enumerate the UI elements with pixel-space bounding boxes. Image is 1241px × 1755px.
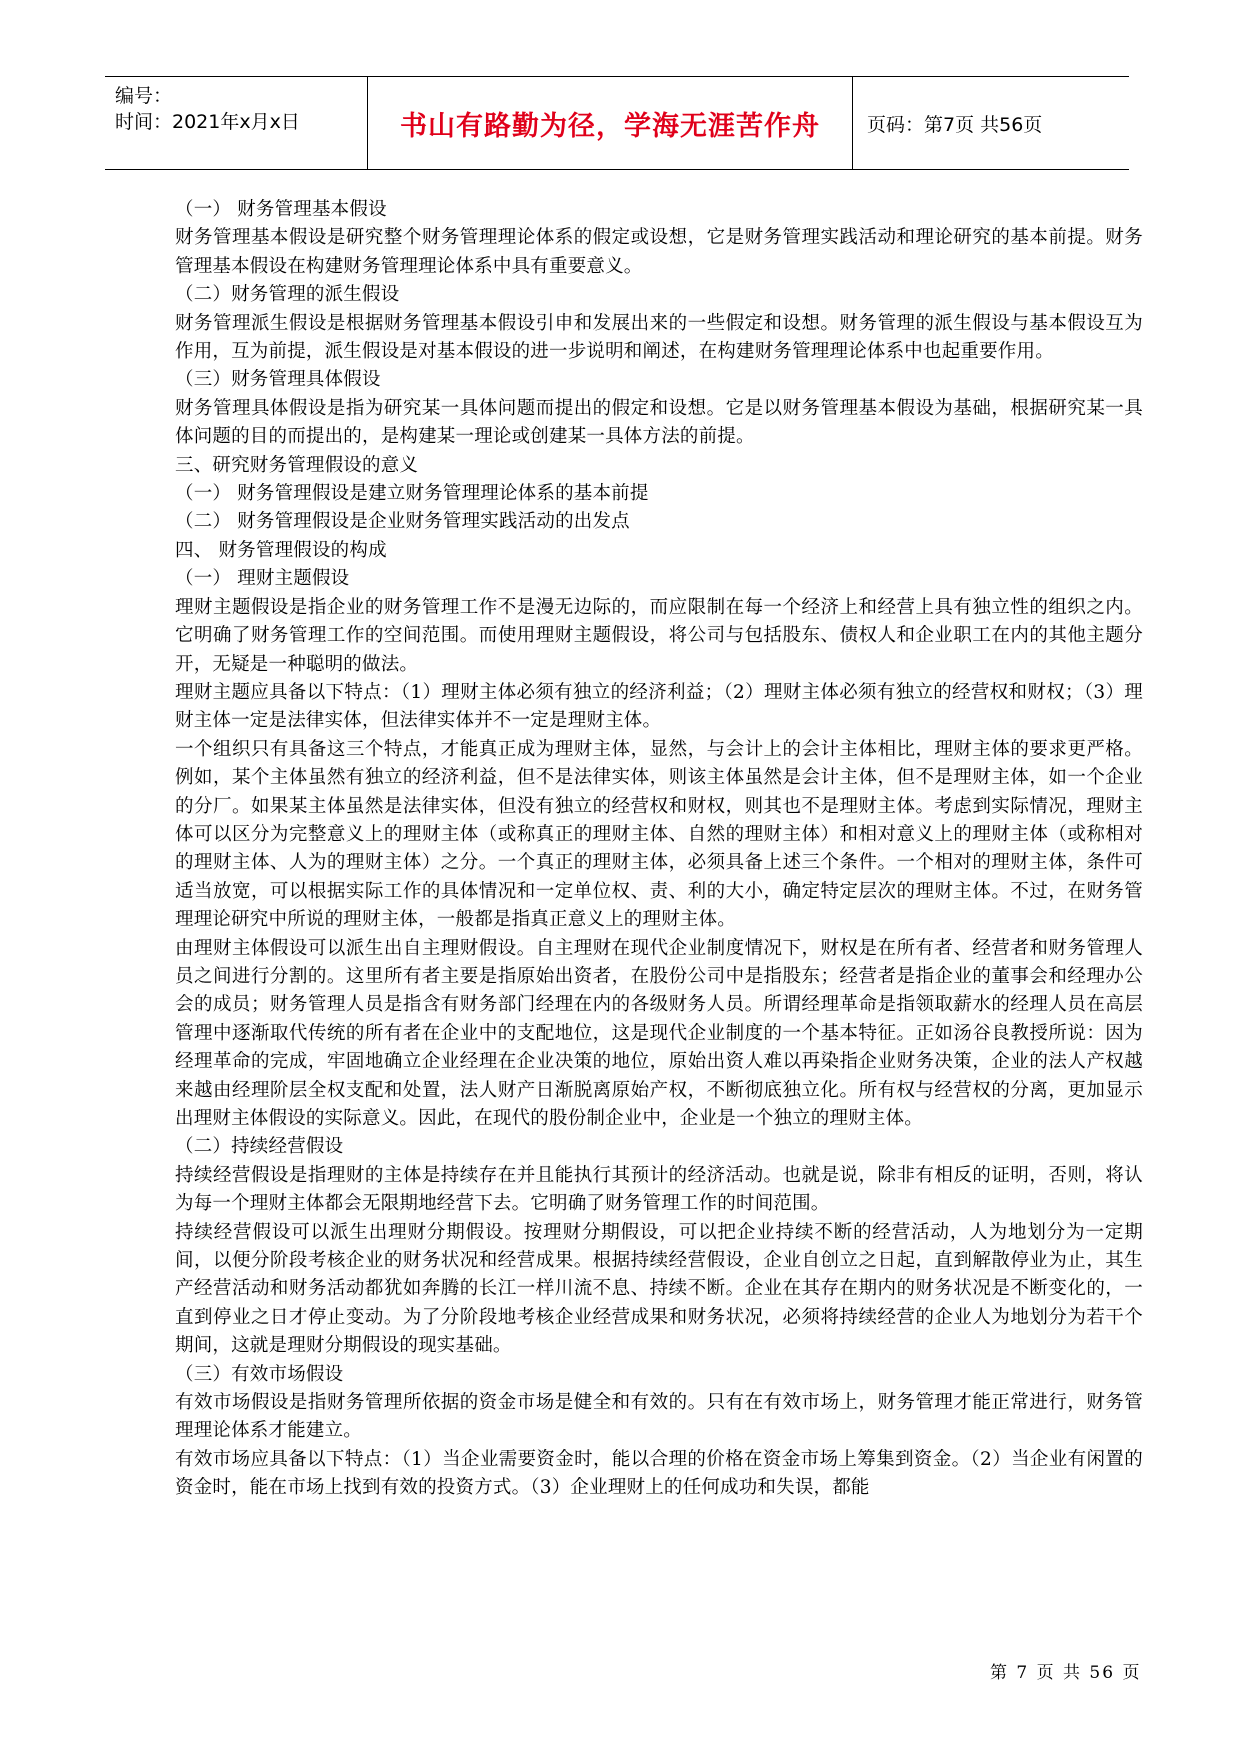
- header-meta-cell: [105, 77, 368, 169]
- header-page-label: 页码：第7页 共56页: [867, 113, 1043, 136]
- section-heading: （一） 财务管理假设是建立财务管理理论体系的基本前提: [175, 483, 649, 505]
- document-time-label: 时间：2021年x月x日: [115, 111, 300, 133]
- section-heading: 三、研究财务管理假设的意义: [175, 454, 419, 476]
- body-paragraph: 有效市场假设是指财务管理所依据的资金市场是健全和有效的。只有在有效市场上，财务管理才能正常进行，财务管理理论体系才能建立。: [175, 1392, 1143, 1442]
- section-heading: （二） 财务管理假设是企业财务管理实践活动的出发点: [175, 511, 630, 533]
- body-paragraph: 由理财主体假设可以派生出自主理财假设。自主理财在现代企业制度情况下，财权是在所有者、经营者和财务管理人员之间进行分割的。这里所有者主要是指原始出资者，在股份公司中是指股东；经营者是指企业的董事会和经理办公会的成员；财务管理人员是指含有财务部门经理在内的各级财务人员。所谓经理革命是指领取薪水的经理人员在高层管理中逐渐取代传统的所有者在企业中的支配地位，这是现代企业制度的一个基本特征。正如汤谷良教授所说：因为经理革命的完成，牢固地确立企业经理在企业决策的地位，原始出资人难以再染指企业财务决策，企业的法人产权越来越由经理阶层全权支配和处置，法人财产日渐脱离原始产权，不断彻底独立化。所有权与经营权的分离，更加显示出理财主体假设的实际意义。因此，在现代的股份制企业中，企业是一个独立的理财主体。: [175, 937, 1143, 1129]
- body-paragraph: 理财主题假设是指企业的财务管理工作不是漫无边际的，而应限制在每一个经济上和经营上具有独立性的组织之内。它明确了财务管理工作的空间范围。而使用理财主题假设，将公司与包括股东、债权人和企业职工在内的其他主题分开，无疑是一种聪明的做法。: [175, 596, 1143, 675]
- section-heading: （一） 财务管理基本假设: [175, 199, 387, 220]
- document-body: [175, 196, 1143, 1503]
- body-paragraph: 理财主题应具备以下特点：（1）理财主体必须有独立的经济利益；（2）理财主体必须有独立的经营权和财权；（3）理财主体一定是法律实体，但法律实体并不一定是理财主体。: [175, 681, 1143, 732]
- section-heading: 四、 财务管理假设的构成: [175, 539, 387, 561]
- body-paragraph: 财务管理派生假设是根据财务管理基本假设引申和发展出来的一些假定和设想。财务管理的派生假设与基本假设互为作用，互为前提，派生假设是对基本假设的进一步说明和阐述，在构建财务管理理论体系中也起重要作用。: [175, 312, 1143, 363]
- section-heading: （三）财务管理具体假设: [175, 369, 381, 391]
- page-header: [105, 76, 1129, 170]
- body-paragraph: 一个组织只有具备这三个特点，才能真正成为理财主体，显然，与会计上的会计主体相比，理财主体的要求更严格。例如，某个主体虽然有独立的经济利益，但不是法律实体，则该主体虽然是会计主体，但不是理财主体，如一个企业的分厂。如果某主体虽然是法律实体，但没有独立的经营权和财权，则其也不是理财主体。考虑到实际情况，理财主体可以区分为完整意义上的理财主体（或称真正的理财主体、自然的理财主体）和相对意义上的理财主体（或称相对的理财主体、人为的理财主体）之分。一个真正的理财主体，必须具备上述三个条件。一个相对的理财主体，条件可适当放宽，可以根据实际工作的具体情况和一定单位权、责、利的大小，确定特定层次的理财主体。不过，在财务管理理论研究中所说的理财主体，一般都是指真正意义上的理财主体。: [175, 738, 1143, 931]
- document-number-label: 编号：: [115, 85, 173, 107]
- body-paragraph: 财务管理基本假设是研究整个财务管理理论体系的假定或设想，它是财务管理实践活动和理论研究的基本前提。财务管理基本假设在构建财务管理理论体系中具有重要意义。: [175, 227, 1143, 277]
- header-motto-cell: [368, 77, 853, 169]
- header-motto: 书山有路勤为径，学海无涯苦作舟: [400, 110, 820, 142]
- section-heading: （二）财务管理的派生假设: [175, 284, 400, 306]
- body-paragraph: 持续经营假设是指理财的主体是持续存在并且能执行其预计的经济活动。也就是说，除非有相反的证明，否则，将认为每一个理财主体都会无限期地经营下去。它明确了财务管理工作的时间范围。: [175, 1164, 1143, 1215]
- header-page-cell: [853, 77, 1129, 169]
- page-footer: 第 7 页 共 56 页: [990, 1663, 1142, 1683]
- section-heading: （一） 理财主题假设: [175, 568, 350, 590]
- body-paragraph: 财务管理具体假设是指为研究某一具体问题而提出的假定和设想。它是以财务管理基本假设为基础，根据研究某一具体问题的目的而提出的，是构建某一理论或创建某一具体方法的前提。: [175, 397, 1143, 448]
- body-paragraph: 有效市场应具备以下特点：（1）当企业需要资金时，能以合理的价格在资金市场上筹集到资金。（2）当企业有闲置的资金时，能在市场上找到有效的投资方式。（3）企业理财上的任何成功和失误，都能: [175, 1448, 1143, 1499]
- section-heading: （二）持续经营假设: [175, 1136, 344, 1158]
- body-paragraph: 持续经营假设可以派生出理财分期假设。按理财分期假设，可以把企业持续不断的经营活动，人为地划分为一定期间，以便分阶段考核企业的财务状况和经营成果。根据持续经营假设，企业自创立之日起，直到解散停业为止，其生产经营活动和财务活动都犹如奔腾的长江一样川流不息、持续不断。企业在其存在期内的财务状况是不断变化的，一直到停业之日才停止变动。为了分阶段地考核企业经营成果和财务状况，必须将持续经营的企业人为地划分为若干个期间，这就是理财分期假设的现实基础。: [175, 1221, 1143, 1357]
- section-heading: （三）有效市场假设: [175, 1363, 344, 1385]
